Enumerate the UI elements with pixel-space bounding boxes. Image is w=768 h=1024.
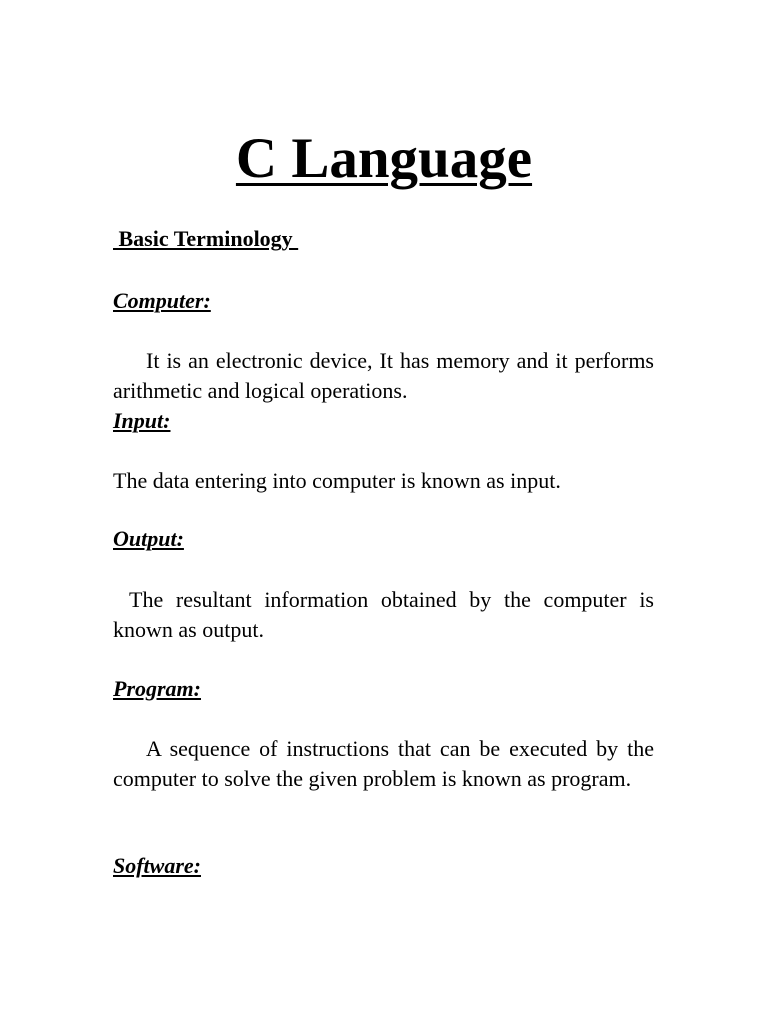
term-definition-program: A sequence of instructions that can be executed by the computer to solve the given problem is known as program. (113, 736, 654, 791)
term-heading-input: Input: (113, 408, 171, 433)
term-definition-input: The data entering into computer is known as input. (113, 468, 561, 493)
term-heading-computer: Computer: (113, 288, 211, 313)
term-heading-software: Software: (113, 853, 201, 878)
term-heading-program: Program: (113, 676, 201, 701)
term-definition-output: The resultant information obtained by the computer is known as output. (113, 587, 654, 642)
section-heading: Basic Terminology (113, 226, 299, 251)
term-heading-output: Output: (113, 526, 184, 551)
page-title: C Language (235, 127, 533, 190)
term-definition-computer: It is an electronic device, It has memory and it performs arithmetic and logical operations. (113, 348, 654, 403)
